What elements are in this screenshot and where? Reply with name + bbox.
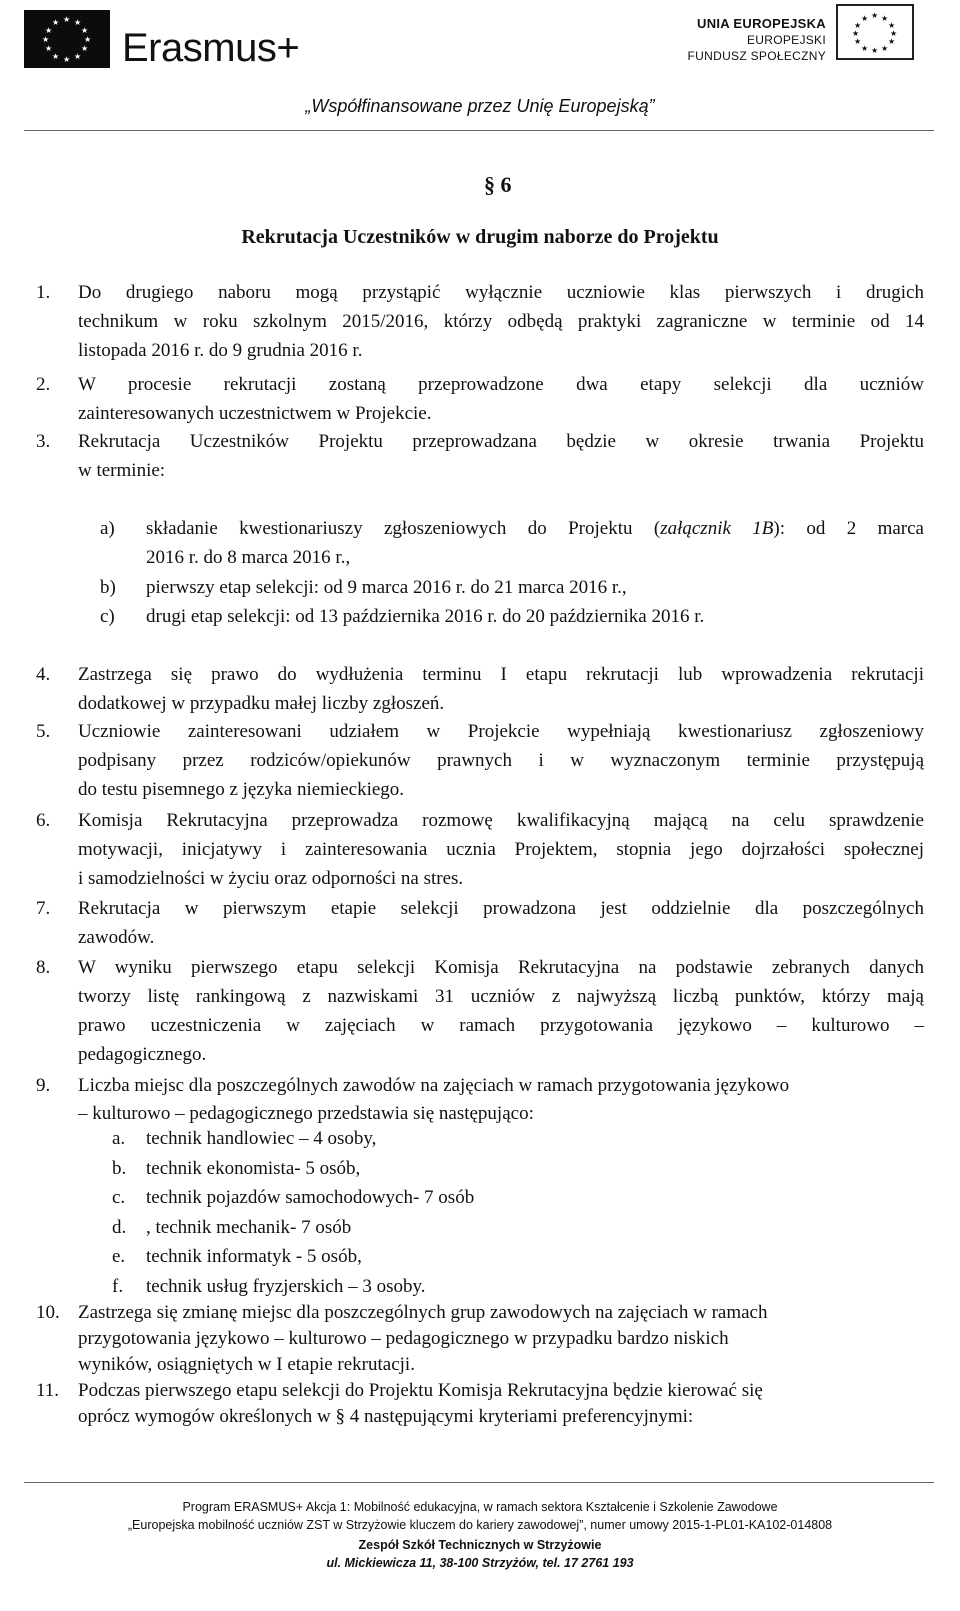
- item-line: Zastrzega się prawo do wydłużenia terminu I etapu rekrutacji lub wprowadzenia rekrutacji: [78, 664, 924, 685]
- item-line: do testu pisemnego z języka niemieckiego.: [78, 779, 405, 800]
- profession-text: technik handlowiec – 4 osoby,: [146, 1128, 377, 1149]
- header-divider: [24, 130, 934, 131]
- item-line: wyników, osiągniętych w I etapie rekrutacji.: [78, 1354, 415, 1375]
- item-line: Do drugiego naboru mogą przystąpić wyłącznie uczniowie klas pierwszych i drugich: [78, 282, 924, 303]
- profession-text: technik informatyk - 5 osób,: [146, 1246, 362, 1267]
- item-line: podpisany przez rodziców/opiekunów prawnych i w wyznaczonym terminie przystępują: [78, 750, 924, 771]
- erasmus-logo-text: Erasmus+: [122, 26, 300, 70]
- schedule-text: składanie kwestionariuszy zgłoszeniowych do Projektu (: [146, 518, 661, 539]
- item-number: 8.: [36, 957, 51, 978]
- list-item: [36, 370, 924, 428]
- schedule-text: pierwszy etap selekcji: od 9 marca 2016 r. do 21 marca 2016 r.,: [146, 577, 627, 598]
- item-line: tworzy listę rankingową z nazwiskami 31 uczniów z najwyższą liczbą punktów, którzy mają: [78, 986, 924, 1007]
- schedule-letter: c): [100, 606, 115, 627]
- item-line: technikum w roku szkolnym 2015/2016, którzy odbędą praktyki zagraniczne w terminie od 14: [78, 311, 924, 332]
- section-title: Rekrutacja Uczestników w drugim naborze do Projektu: [241, 226, 719, 248]
- schedule-letter: a): [100, 518, 115, 539]
- footer-address: ul. Mickiewicza 11, 38-100 Strzyżów, tel. 17 2761 193: [326, 1556, 634, 1570]
- item-number: 6.: [36, 810, 51, 831]
- profession-item: [112, 1154, 474, 1184]
- profession-text: technik pojazdów samochodowych- 7 osób: [146, 1187, 475, 1208]
- item-number: 1.: [36, 282, 51, 303]
- profession-item: [112, 1213, 474, 1243]
- ue-logo-line: EUROPEJSKI: [746, 33, 826, 47]
- item-line: zawodów.: [78, 927, 155, 948]
- item-number: 4.: [36, 664, 51, 685]
- schedule-text: 2016 r. do 8 marca 2016 r.,: [146, 547, 351, 568]
- schedule-letter: b): [100, 577, 116, 598]
- profession-text: , technik mechanik- 7 osób: [146, 1216, 352, 1238]
- item-line: prawo uczestniczenia w zajęciach w ramach przygotowania językowo – kulturowo –: [78, 1015, 924, 1036]
- profession-item: [112, 1272, 474, 1302]
- item-line: Uczniowie zainteresowani udziałem w Projekcie wypełniają kwestionariusz zgłoszeniowy: [78, 721, 924, 742]
- item-number: 11.: [36, 1380, 60, 1401]
- item-number: 7.: [36, 898, 51, 919]
- item-line: motywacji, inicjatywy i zainteresowania ucznia Projektem, stopnia jego dojrzałości społecznej: [78, 839, 924, 860]
- list-item: [36, 894, 924, 952]
- item-line: Liczba miejsc dla poszczególnych zawodów na zajęciach w ramach przygotowania językowo: [78, 1075, 790, 1096]
- list-item: [36, 1300, 924, 1378]
- cofinance-note: „Współfinansowane przez Unię Europejską”: [305, 96, 655, 116]
- list-item: [36, 427, 924, 485]
- item-line: – kulturowo – pedagogicznego przedstawia się następująco:: [78, 1103, 534, 1124]
- ue-logo-text: [688, 16, 826, 64]
- eu-flag-logo: ★ ★ ★ ★ ★ ★ ★ ★ ★ ★ ★ ★: [24, 10, 110, 68]
- profession-letter: e.: [112, 1246, 126, 1267]
- item-line: i samodzielności w życiu oraz odporności na stres.: [78, 868, 464, 889]
- profession-letter: f.: [112, 1275, 124, 1297]
- ue-logo-line: UNIA EUROPEJSKA: [697, 16, 826, 31]
- list-item: [36, 1378, 924, 1430]
- footer-school: Zespół Szkół Technicznych w Strzyżowie: [358, 1538, 602, 1552]
- profession-letter: d.: [112, 1216, 127, 1238]
- item-line: W procesie rekrutacji zostaną przeprowadzone dwa etapy selekcji dla uczniów: [78, 374, 924, 395]
- profession-text: technik usług fryzjerskich – 3 osoby.: [146, 1275, 426, 1297]
- profession-text: technik ekonomista- 5 osób,: [146, 1157, 361, 1179]
- item-line: W wyniku pierwszego etapu selekcji Komisja Rekrutacyjna na podstawie zebranych danych: [78, 957, 924, 978]
- profession-item: [112, 1183, 474, 1213]
- profession-letter: b.: [112, 1157, 127, 1179]
- ue-logo-line: FUNDUSZ SPOŁECZNY: [687, 49, 826, 63]
- schedule-item: [100, 573, 924, 602]
- ue-flag-logo: ★ ★ ★ ★ ★ ★ ★ ★ ★ ★ ★ ★: [836, 4, 914, 60]
- profession-letter: c.: [112, 1187, 126, 1208]
- item-line: Podczas pierwszego etapu selekcji do Projektu Komisja Rekrutacyjna będzie kierować się: [78, 1380, 763, 1401]
- schedule-item: [100, 602, 924, 631]
- list-item: [36, 806, 924, 893]
- item-line: zainteresowanych uczestnictwem w Projekcie.: [78, 403, 432, 424]
- item-line: w terminie:: [78, 460, 166, 481]
- item-number: 5.: [36, 721, 51, 742]
- footer-project: „Europejska mobilność uczniów ZST w Strzyżowie kluczem do kariery zawodowej”, numer umowy 2015-1-PL01-KA102-014808: [127, 1518, 833, 1532]
- item-number: 9.: [36, 1075, 51, 1096]
- item-number: 3.: [36, 431, 51, 452]
- schedule-text: drugi etap selekcji: od 13 października 2016 r. do 20 października 2016 r.: [146, 606, 705, 627]
- item-line: przygotowania językowo – kulturowo – pedagogicznego w przypadku bardzo niskich: [78, 1328, 729, 1349]
- profession-letter: a.: [112, 1128, 126, 1149]
- footer-program: Program ERASMUS+ Akcja 1: Mobilność edukacyjna, w ramach sektora Kształcenie i Szkolenie Zawodowe: [182, 1500, 778, 1514]
- profession-item: [112, 1242, 474, 1272]
- item-line: oprócz wymogów określonych w § 4 następującymi kryteriami preferencyjnymi:: [78, 1406, 694, 1427]
- item-number: 2.: [36, 374, 51, 395]
- schedule-item: [100, 514, 924, 572]
- page-header: [0, 0, 960, 130]
- list-item: [36, 1072, 924, 1128]
- item-line: Komisja Rekrutacyjna przeprowadza rozmowę kwalifikacyjną mającą na celu sprawdzenie: [78, 810, 924, 831]
- list-item: [36, 660, 924, 718]
- item-line: Rekrutacja Uczestników Projektu przeprowadzana będzie w okresie trwania Projektu: [78, 431, 924, 452]
- profession-item: [112, 1124, 474, 1154]
- item-line: Zastrzega się zmianę miejsc dla poszczególnych grup zawodowych na zajęciach w ramach: [78, 1302, 768, 1323]
- professions-list: [112, 1124, 474, 1301]
- item-line: dodatkowej w przypadku małej liczby zgłoszeń.: [78, 693, 445, 714]
- list-item: [36, 278, 924, 365]
- item-line: listopada 2016 r. do 9 grudnia 2016 r.: [78, 340, 363, 361]
- attachment-reference: załącznik 1B: [660, 518, 774, 539]
- item-line: pedagogicznego.: [78, 1044, 207, 1065]
- list-item: [36, 953, 924, 1069]
- footer-divider: [24, 1482, 934, 1483]
- section-symbol: § 6: [484, 172, 512, 197]
- list-item: [36, 717, 924, 804]
- schedule-text: ): od 2 marca: [773, 518, 924, 539]
- item-number: 10.: [36, 1302, 60, 1323]
- item-line: Rekrutacja w pierwszym etapie selekcji prowadzona jest oddzielnie dla poszczególnych: [78, 898, 924, 919]
